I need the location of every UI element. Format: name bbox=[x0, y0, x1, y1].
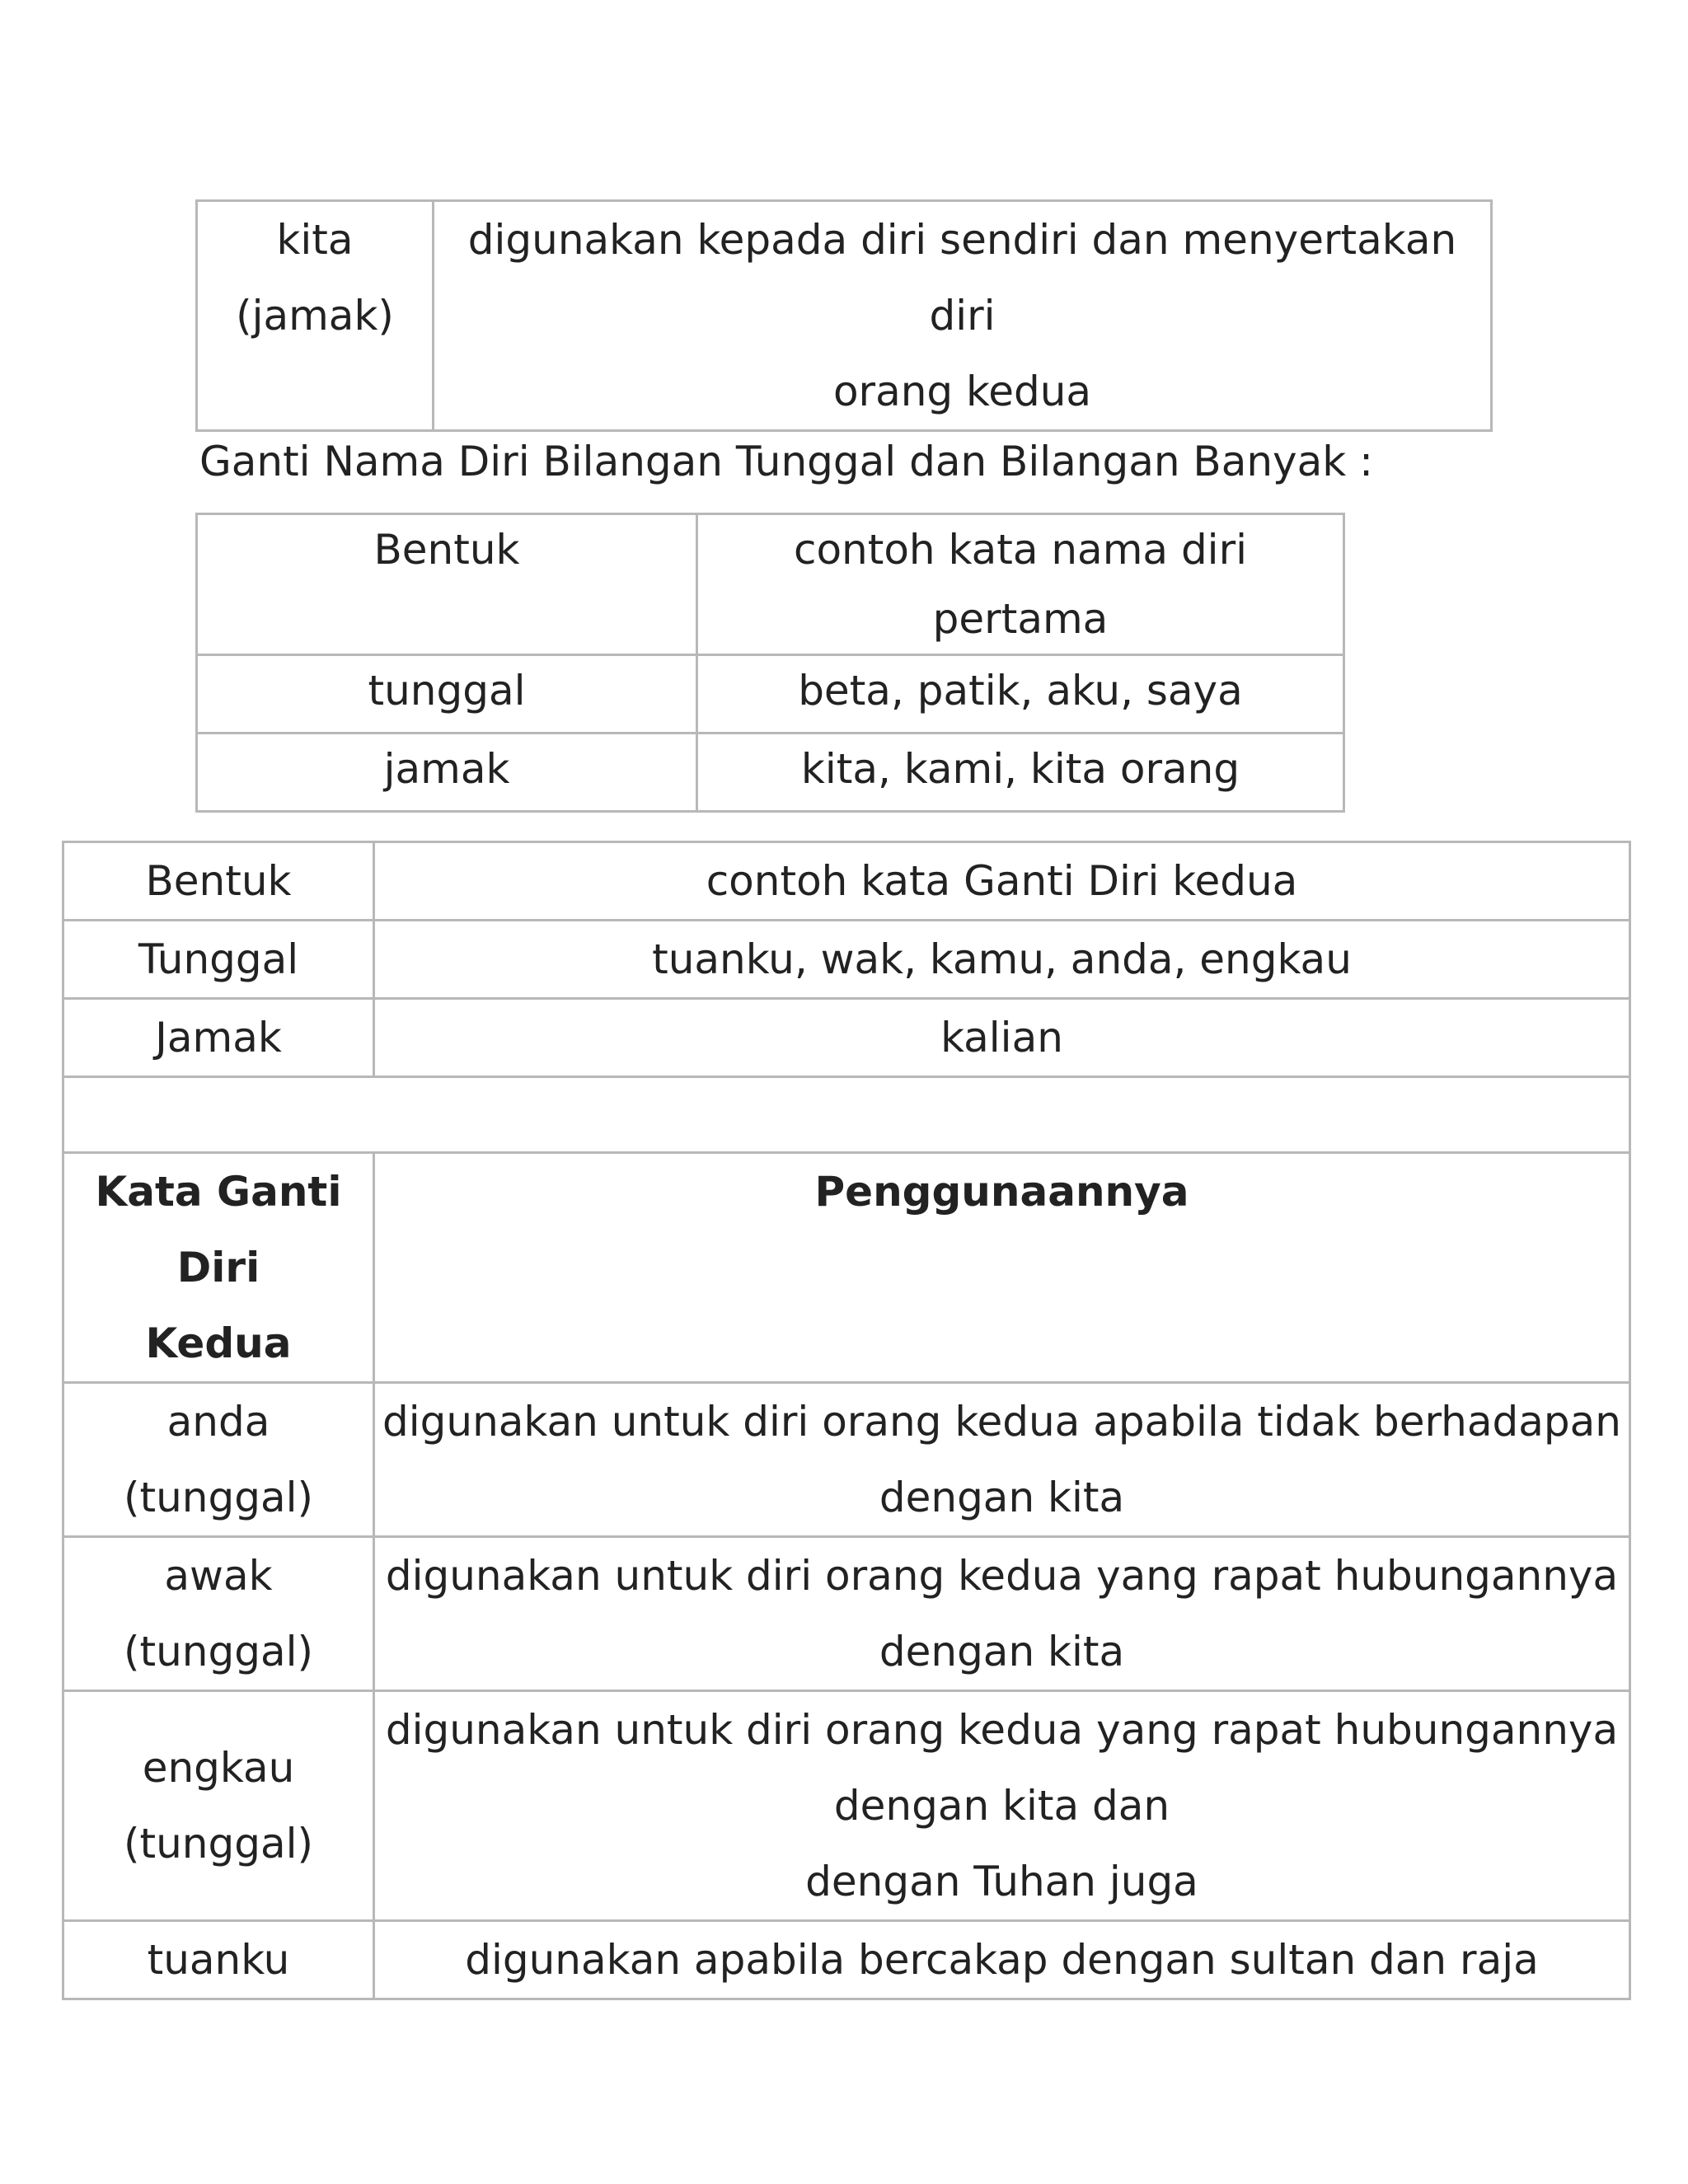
table-row bbox=[197, 733, 1344, 812]
table-row bbox=[63, 1921, 1630, 1999]
word-cell: engkau (tunggal) bbox=[63, 1691, 374, 1921]
examples-cell: kalian bbox=[374, 999, 1630, 1077]
table-header-row bbox=[63, 842, 1630, 921]
table-row bbox=[197, 655, 1344, 733]
usage-cell: digunakan untuk diri orang kedua yang rapat hubungannya dengan kita dan dengan Tuhan juga bbox=[374, 1691, 1630, 1921]
header-usage: Penggunaannya bbox=[374, 1153, 1630, 1383]
examples-cell: kita, kami, kita orang bbox=[697, 733, 1344, 812]
form-cell: jamak bbox=[197, 733, 697, 812]
header-form: Bentuk bbox=[197, 514, 697, 655]
second-person-table bbox=[62, 841, 1631, 2000]
examples-cell: beta, patik, aku, saya bbox=[697, 655, 1344, 733]
word-cell: anda (tunggal) bbox=[63, 1383, 374, 1537]
blank-row bbox=[63, 1077, 1630, 1153]
header-examples: contoh kata nama diri pertama bbox=[697, 514, 1344, 655]
table-row bbox=[63, 1537, 1630, 1691]
table-header-row bbox=[197, 514, 1344, 655]
section-heading: Ganti Nama Diri Bilangan Tunggal dan Bilangan Banyak : bbox=[199, 438, 1373, 485]
table-row bbox=[63, 1383, 1630, 1537]
table-row bbox=[197, 201, 1492, 431]
header-word: Kata Ganti Diri Kedua bbox=[63, 1153, 374, 1383]
form-cell: Tunggal bbox=[63, 921, 374, 999]
table-row bbox=[63, 921, 1630, 999]
usage-cell: digunakan untuk diri orang kedua yang rapat hubungannya dengan kita bbox=[374, 1537, 1630, 1691]
form-cell: tunggal bbox=[197, 655, 697, 733]
table-row bbox=[63, 1691, 1630, 1921]
word-cell: tuanku bbox=[63, 1921, 374, 1999]
header-form: Bentuk bbox=[63, 842, 374, 921]
table-row bbox=[63, 999, 1630, 1077]
first-person-table bbox=[195, 513, 1345, 813]
header-examples: contoh kata Ganti Diri kedua bbox=[374, 842, 1630, 921]
usage-cell: digunakan kepada diri sendiri dan menyertakan diri orang kedua bbox=[434, 201, 1492, 431]
word-cell: awak (tunggal) bbox=[63, 1537, 374, 1691]
examples-cell: tuanku, wak, kamu, anda, engkau bbox=[374, 921, 1630, 999]
usage-cell: digunakan untuk diri orang kedua apabila tidak berhadapan dengan kita bbox=[374, 1383, 1630, 1537]
pronoun-cell: kita (jamak) bbox=[197, 201, 434, 431]
form-cell: Jamak bbox=[63, 999, 374, 1077]
blank-cell bbox=[63, 1077, 1630, 1153]
usage-cell: digunakan apabila bercakap dengan sultan dan raja bbox=[374, 1921, 1630, 1999]
usage-header-row bbox=[63, 1153, 1630, 1383]
pronoun-usage-table-top bbox=[195, 199, 1493, 432]
